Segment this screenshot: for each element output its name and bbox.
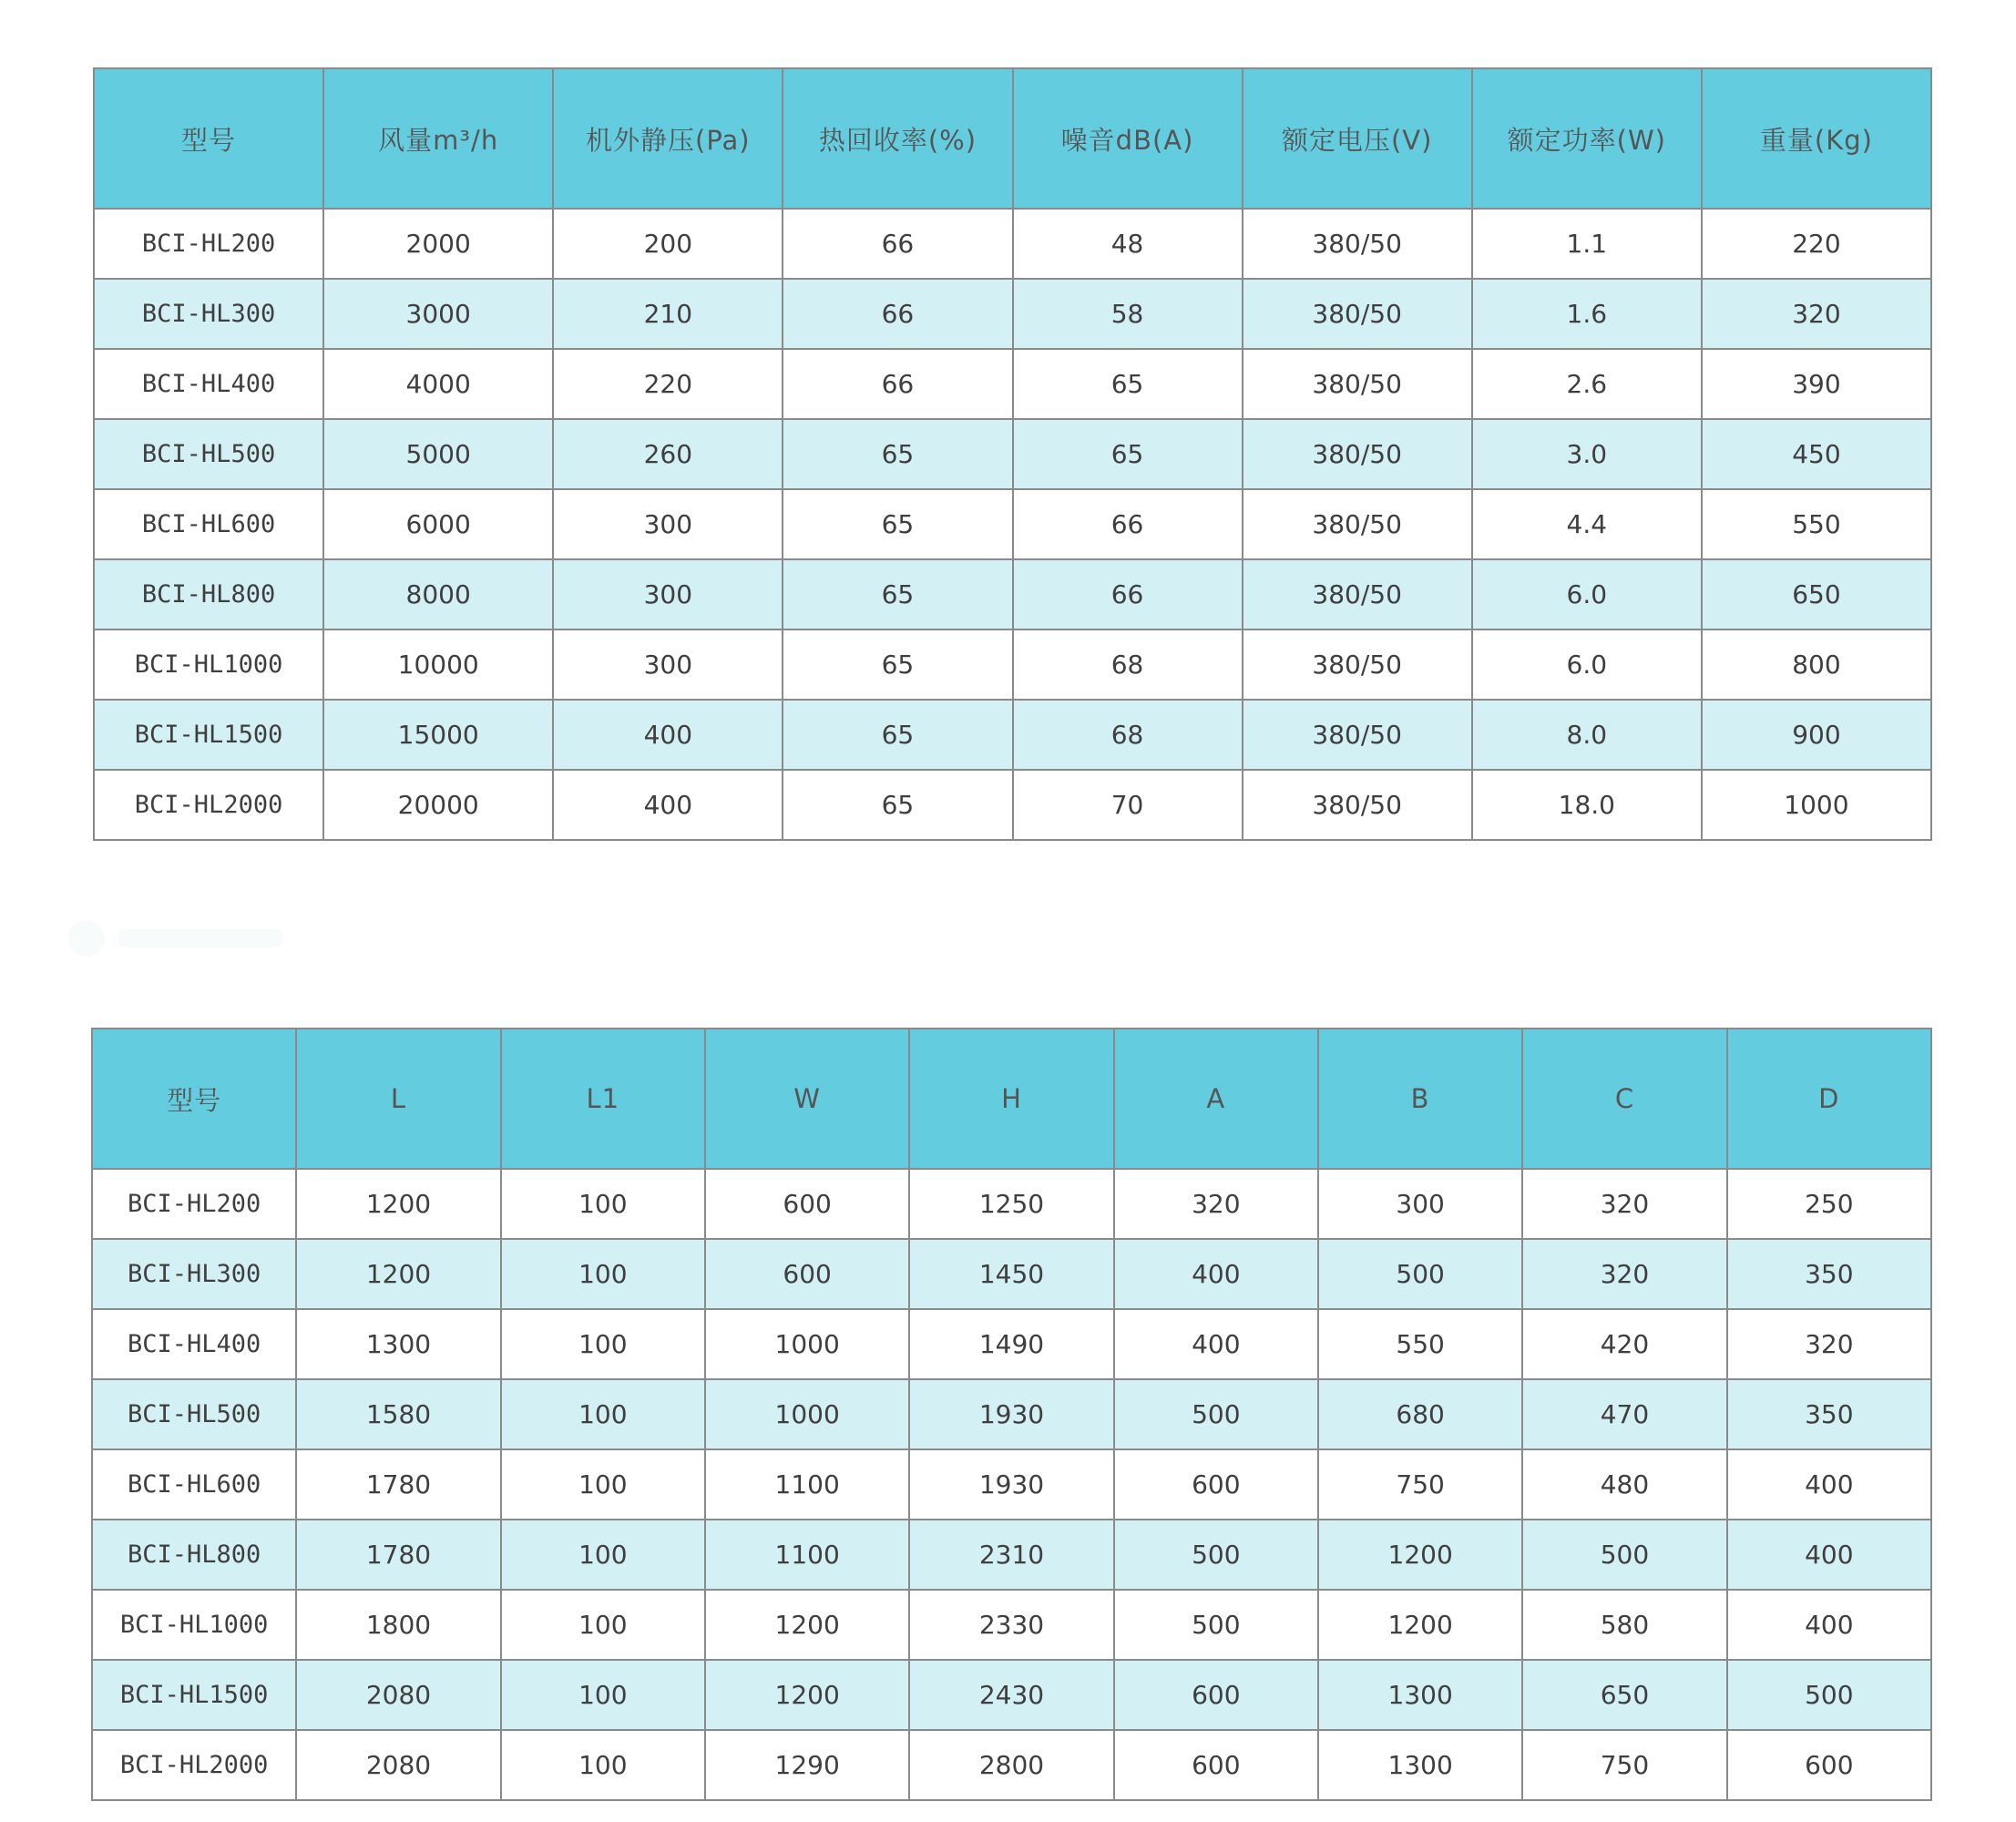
- value-cell: 380/50: [1243, 700, 1472, 770]
- value-cell: 66: [783, 349, 1012, 419]
- table-row: [94, 279, 1931, 349]
- value-cell: 300: [553, 559, 783, 630]
- value-cell: 1300: [1318, 1660, 1522, 1730]
- header-cell: L1: [501, 1029, 705, 1169]
- model-cell: BCI-HL800: [92, 1520, 296, 1590]
- value-cell: 100: [501, 1449, 705, 1520]
- value-cell: 650: [1702, 559, 1931, 630]
- value-cell: 1200: [1318, 1590, 1522, 1660]
- value-cell: 500: [1727, 1660, 1931, 1730]
- value-cell: 380/50: [1243, 770, 1472, 840]
- value-cell: 2430: [909, 1660, 1113, 1730]
- value-cell: 1200: [296, 1169, 500, 1239]
- value-cell: 100: [501, 1239, 705, 1309]
- value-cell: 320: [1727, 1309, 1931, 1379]
- table-row: [94, 349, 1931, 419]
- header-cell: 型号: [94, 68, 323, 209]
- value-cell: 400: [1114, 1239, 1318, 1309]
- value-cell: 6000: [323, 489, 553, 559]
- value-cell: 1930: [909, 1379, 1113, 1449]
- value-cell: 400: [1727, 1590, 1931, 1660]
- value-cell: 66: [783, 209, 1012, 279]
- value-cell: 1800: [296, 1590, 500, 1660]
- value-cell: 68: [1013, 630, 1243, 700]
- value-cell: 1100: [705, 1520, 909, 1590]
- value-cell: 65: [783, 630, 1012, 700]
- header-cell: L: [296, 1029, 500, 1169]
- value-cell: 2800: [909, 1730, 1113, 1800]
- header-cell: 热回收率(%): [783, 68, 1012, 209]
- value-cell: 58: [1013, 279, 1243, 349]
- value-cell: 350: [1727, 1239, 1931, 1309]
- value-cell: 1200: [705, 1660, 909, 1730]
- performance-table-body: [94, 209, 1931, 840]
- header-cell: 风量m³/h: [323, 68, 553, 209]
- model-cell: BCI-HL300: [92, 1239, 296, 1309]
- value-cell: 550: [1318, 1309, 1522, 1379]
- value-cell: 400: [1727, 1520, 1931, 1590]
- value-cell: 380/50: [1243, 489, 1472, 559]
- value-cell: 3000: [323, 279, 553, 349]
- value-cell: 6.0: [1472, 630, 1702, 700]
- value-cell: 1.6: [1472, 279, 1702, 349]
- value-cell: 420: [1522, 1309, 1726, 1379]
- table-header-row: [92, 1029, 1931, 1169]
- dimension-table-body: [92, 1169, 1931, 1800]
- value-cell: 65: [783, 559, 1012, 630]
- value-cell: 400: [553, 770, 783, 840]
- dimension-table: [91, 1028, 1932, 1801]
- value-cell: 300: [553, 489, 783, 559]
- table-header-row: [94, 68, 1931, 209]
- value-cell: 450: [1702, 419, 1931, 489]
- value-cell: 1200: [705, 1590, 909, 1660]
- value-cell: 1000: [1702, 770, 1931, 840]
- table-row: [92, 1520, 1931, 1590]
- value-cell: 100: [501, 1590, 705, 1660]
- table-row: [92, 1449, 1931, 1520]
- value-cell: 1490: [909, 1309, 1113, 1379]
- value-cell: 210: [553, 279, 783, 349]
- header-cell: 噪音dB(A): [1013, 68, 1243, 209]
- value-cell: 320: [1702, 279, 1931, 349]
- table-row: [92, 1590, 1931, 1660]
- value-cell: 65: [1013, 419, 1243, 489]
- value-cell: 800: [1702, 630, 1931, 700]
- model-cell: BCI-HL2000: [92, 1730, 296, 1800]
- value-cell: 15000: [323, 700, 553, 770]
- value-cell: 1290: [705, 1730, 909, 1800]
- table-row: [94, 770, 1931, 840]
- value-cell: 2080: [296, 1730, 500, 1800]
- value-cell: 600: [1114, 1660, 1318, 1730]
- value-cell: 600: [1114, 1730, 1318, 1800]
- value-cell: 48: [1013, 209, 1243, 279]
- value-cell: 10000: [323, 630, 553, 700]
- value-cell: 66: [783, 279, 1012, 349]
- value-cell: 390: [1702, 349, 1931, 419]
- table-row: [92, 1660, 1931, 1730]
- value-cell: 1100: [705, 1449, 909, 1520]
- value-cell: 550: [1702, 489, 1931, 559]
- value-cell: 750: [1318, 1449, 1522, 1520]
- value-cell: 2080: [296, 1660, 500, 1730]
- value-cell: 220: [1702, 209, 1931, 279]
- model-cell: BCI-HL300: [94, 279, 323, 349]
- value-cell: 400: [1114, 1309, 1318, 1379]
- header-cell: A: [1114, 1029, 1318, 1169]
- value-cell: 600: [705, 1239, 909, 1309]
- value-cell: 2330: [909, 1590, 1113, 1660]
- value-cell: 220: [553, 349, 783, 419]
- value-cell: 380/50: [1243, 349, 1472, 419]
- value-cell: 1300: [296, 1309, 500, 1379]
- value-cell: 70: [1013, 770, 1243, 840]
- model-cell: BCI-HL400: [94, 349, 323, 419]
- value-cell: 320: [1114, 1169, 1318, 1239]
- table-row: [92, 1379, 1931, 1449]
- value-cell: 320: [1522, 1239, 1726, 1309]
- value-cell: 4000: [323, 349, 553, 419]
- value-cell: 6.0: [1472, 559, 1702, 630]
- table-row: [92, 1309, 1931, 1379]
- value-cell: 600: [1727, 1730, 1931, 1800]
- table-row: [92, 1169, 1931, 1239]
- value-cell: 65: [783, 700, 1012, 770]
- table-row: [94, 559, 1931, 630]
- value-cell: 380/50: [1243, 630, 1472, 700]
- value-cell: 2310: [909, 1520, 1113, 1590]
- value-cell: 500: [1114, 1590, 1318, 1660]
- model-cell: BCI-HL600: [94, 489, 323, 559]
- value-cell: 100: [501, 1660, 705, 1730]
- value-cell: 1200: [1318, 1520, 1522, 1590]
- value-cell: 500: [1114, 1520, 1318, 1590]
- header-cell: 额定功率(W): [1472, 68, 1702, 209]
- value-cell: 100: [501, 1379, 705, 1449]
- value-cell: 260: [553, 419, 783, 489]
- value-cell: 750: [1522, 1730, 1726, 1800]
- model-cell: BCI-HL800: [94, 559, 323, 630]
- value-cell: 66: [1013, 559, 1243, 630]
- value-cell: 65: [783, 489, 1012, 559]
- header-cell: 额定电压(V): [1243, 68, 1472, 209]
- value-cell: 1780: [296, 1520, 500, 1590]
- header-cell: H: [909, 1029, 1113, 1169]
- value-cell: 20000: [323, 770, 553, 840]
- value-cell: 8000: [323, 559, 553, 630]
- value-cell: 650: [1522, 1660, 1726, 1730]
- value-cell: 4.4: [1472, 489, 1702, 559]
- value-cell: 480: [1522, 1449, 1726, 1520]
- value-cell: 100: [501, 1730, 705, 1800]
- value-cell: 1450: [909, 1239, 1113, 1309]
- model-cell: BCI-HL500: [92, 1379, 296, 1449]
- value-cell: 1200: [296, 1239, 500, 1309]
- value-cell: 200: [553, 209, 783, 279]
- value-cell: 5000: [323, 419, 553, 489]
- header-cell: B: [1318, 1029, 1522, 1169]
- model-cell: BCI-HL500: [94, 419, 323, 489]
- model-cell: BCI-HL200: [92, 1169, 296, 1239]
- value-cell: 300: [1318, 1169, 1522, 1239]
- value-cell: 320: [1522, 1169, 1726, 1239]
- value-cell: 1000: [705, 1379, 909, 1449]
- value-cell: 1930: [909, 1449, 1113, 1520]
- value-cell: 65: [1013, 349, 1243, 419]
- value-cell: 500: [1318, 1239, 1522, 1309]
- header-cell: 重量(Kg): [1702, 68, 1931, 209]
- value-cell: 1580: [296, 1379, 500, 1449]
- table-row: [94, 209, 1931, 279]
- table-row: [94, 700, 1931, 770]
- value-cell: 380/50: [1243, 279, 1472, 349]
- table-row: [94, 630, 1931, 700]
- value-cell: 580: [1522, 1590, 1726, 1660]
- value-cell: 65: [783, 419, 1012, 489]
- model-cell: BCI-HL2000: [94, 770, 323, 840]
- value-cell: 350: [1727, 1379, 1931, 1449]
- value-cell: 900: [1702, 700, 1931, 770]
- model-cell: BCI-HL1000: [92, 1590, 296, 1660]
- value-cell: 18.0: [1472, 770, 1702, 840]
- value-cell: 65: [783, 770, 1012, 840]
- value-cell: 2.6: [1472, 349, 1702, 419]
- value-cell: 400: [1727, 1449, 1931, 1520]
- value-cell: 250: [1727, 1169, 1931, 1239]
- value-cell: 68: [1013, 700, 1243, 770]
- value-cell: 500: [1114, 1379, 1318, 1449]
- value-cell: 100: [501, 1520, 705, 1590]
- value-cell: 380/50: [1243, 419, 1472, 489]
- performance-table: [93, 67, 1932, 841]
- value-cell: 600: [705, 1169, 909, 1239]
- value-cell: 1780: [296, 1449, 500, 1520]
- model-cell: BCI-HL200: [94, 209, 323, 279]
- value-cell: 470: [1522, 1379, 1726, 1449]
- header-cell: W: [705, 1029, 909, 1169]
- table-row: [94, 489, 1931, 559]
- value-cell: 66: [1013, 489, 1243, 559]
- faint-watermark: [64, 902, 301, 975]
- value-cell: 100: [501, 1169, 705, 1239]
- header-cell: 型号: [92, 1029, 296, 1169]
- value-cell: 1.1: [1472, 209, 1702, 279]
- header-cell: 机外静压(Pa): [553, 68, 783, 209]
- value-cell: 500: [1522, 1520, 1726, 1590]
- value-cell: 1000: [705, 1309, 909, 1379]
- value-cell: 300: [553, 630, 783, 700]
- model-cell: BCI-HL600: [92, 1449, 296, 1520]
- model-cell: BCI-HL1500: [92, 1660, 296, 1730]
- header-cell: C: [1522, 1029, 1726, 1169]
- value-cell: 3.0: [1472, 419, 1702, 489]
- value-cell: 8.0: [1472, 700, 1702, 770]
- table-row: [94, 419, 1931, 489]
- value-cell: 2000: [323, 209, 553, 279]
- model-cell: BCI-HL400: [92, 1309, 296, 1379]
- value-cell: 1250: [909, 1169, 1113, 1239]
- table-row: [92, 1239, 1931, 1309]
- value-cell: 600: [1114, 1449, 1318, 1520]
- value-cell: 380/50: [1243, 559, 1472, 630]
- header-cell: D: [1727, 1029, 1931, 1169]
- model-cell: BCI-HL1000: [94, 630, 323, 700]
- value-cell: 680: [1318, 1379, 1522, 1449]
- table-row: [92, 1730, 1931, 1800]
- value-cell: 100: [501, 1309, 705, 1379]
- value-cell: 1300: [1318, 1730, 1522, 1800]
- model-cell: BCI-HL1500: [94, 700, 323, 770]
- value-cell: 400: [553, 700, 783, 770]
- value-cell: 380/50: [1243, 209, 1472, 279]
